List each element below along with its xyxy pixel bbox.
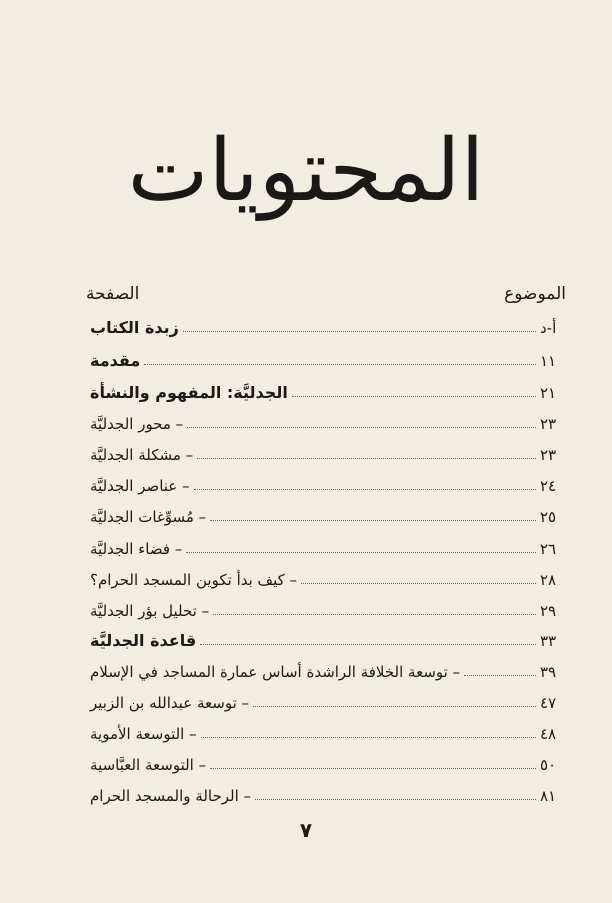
toc-entry-label: الجدليَّة: المفهوم والنشأة — [90, 383, 288, 402]
toc-entry-label: – محور الجدليَّة — [90, 415, 184, 433]
toc-leader-dots — [213, 614, 536, 615]
toc-leader-dots — [253, 706, 536, 707]
toc-entry-label: – التوسعة العبَّاسية — [90, 756, 207, 774]
toc-entry-page: ٤٨ — [540, 725, 557, 743]
toc-row — [86, 750, 566, 776]
toc-leader-dots — [255, 799, 536, 800]
toc-leader-dots — [144, 364, 536, 365]
toc-entry-label: – توسعة عبدالله بن الزبير — [90, 694, 250, 712]
toc-entry-label: – كيف بدأ تكوين المسجد الحرام؟ — [90, 571, 298, 589]
toc-entry-page: ٢٦ — [540, 540, 557, 558]
toc-entry-page: ٢٤ — [540, 477, 557, 495]
toc-entry-label: – التوسعة الأموية — [90, 725, 197, 743]
toc-leader-dots — [292, 396, 536, 397]
toc-entry-page: ٢٨ — [540, 571, 557, 589]
toc-entry-label: قاعدة الجدليَّة — [90, 631, 197, 650]
toc-leader-dots — [183, 331, 536, 332]
toc-entry-label: – فضاء الجدليَّة — [90, 540, 183, 558]
toc-entry-label: – تحليل بؤر الجدليَّة — [90, 602, 210, 620]
toc-row — [86, 534, 566, 560]
toc-entry-label: – الرحالة والمسجد الحرام — [90, 787, 252, 805]
toc-leader-dots — [201, 737, 536, 738]
toc-row — [86, 471, 566, 497]
toc-entry-page: ٢٣ — [540, 415, 557, 433]
toc-leader-dots — [210, 768, 536, 769]
toc-row — [86, 346, 566, 372]
page-title: المحتويات — [127, 121, 485, 221]
toc-row — [86, 440, 566, 466]
toc-entry-label: – مُسوِّغات الجدليَّة — [90, 508, 207, 526]
column-header-topic: الموضوع — [504, 284, 566, 304]
toc-row — [86, 596, 566, 622]
toc-row — [86, 502, 566, 528]
toc-entry-page: ١١ — [540, 352, 557, 370]
column-header-page: الصفحة — [86, 284, 140, 304]
toc-entry-page: ٥٠ — [540, 756, 557, 774]
toc-entry-page: ٢٥ — [540, 508, 557, 526]
toc-leader-dots — [200, 644, 536, 645]
toc-row — [86, 657, 566, 683]
toc-entry-page: ٨١ — [540, 787, 557, 805]
toc-entry-page: ٣٣ — [540, 632, 557, 650]
toc-row — [86, 378, 566, 404]
toc-row — [86, 565, 566, 591]
toc-entry-page: ٢٩ — [540, 602, 557, 620]
toc-row — [86, 781, 566, 807]
toc-leader-dots — [210, 520, 536, 521]
page-number: ٧ — [299, 818, 313, 842]
toc-entry-label: مقدمة — [90, 351, 141, 370]
toc-entry-page: ٢١ — [540, 384, 557, 402]
toc-entry-page: ٣٩ — [540, 663, 557, 681]
toc-entry-page: ٤٧ — [540, 694, 557, 712]
toc-entry-label: – توسعة الخلافة الراشدة أساس عمارة المساجد في الإسلام — [90, 663, 461, 681]
toc-entry-label: – عناصر الجدليَّة — [90, 477, 190, 495]
toc-row — [86, 626, 566, 652]
toc-entry-page: أ-د — [540, 319, 557, 337]
toc-row — [86, 313, 566, 339]
toc-leader-dots — [194, 489, 536, 490]
toc-row — [86, 719, 566, 745]
toc-leader-dots — [197, 458, 536, 459]
toc-row — [86, 688, 566, 714]
toc-leader-dots — [186, 552, 536, 553]
toc-entry-label: – مشكلة الجدليَّة — [90, 446, 194, 464]
toc-leader-dots — [464, 675, 536, 676]
toc-leader-dots — [301, 583, 536, 584]
toc-row — [86, 409, 566, 435]
toc-entry-page: ٢٣ — [540, 446, 557, 464]
toc-entry-label: زبدة الكتاب — [90, 318, 179, 337]
toc-leader-dots — [187, 427, 536, 428]
